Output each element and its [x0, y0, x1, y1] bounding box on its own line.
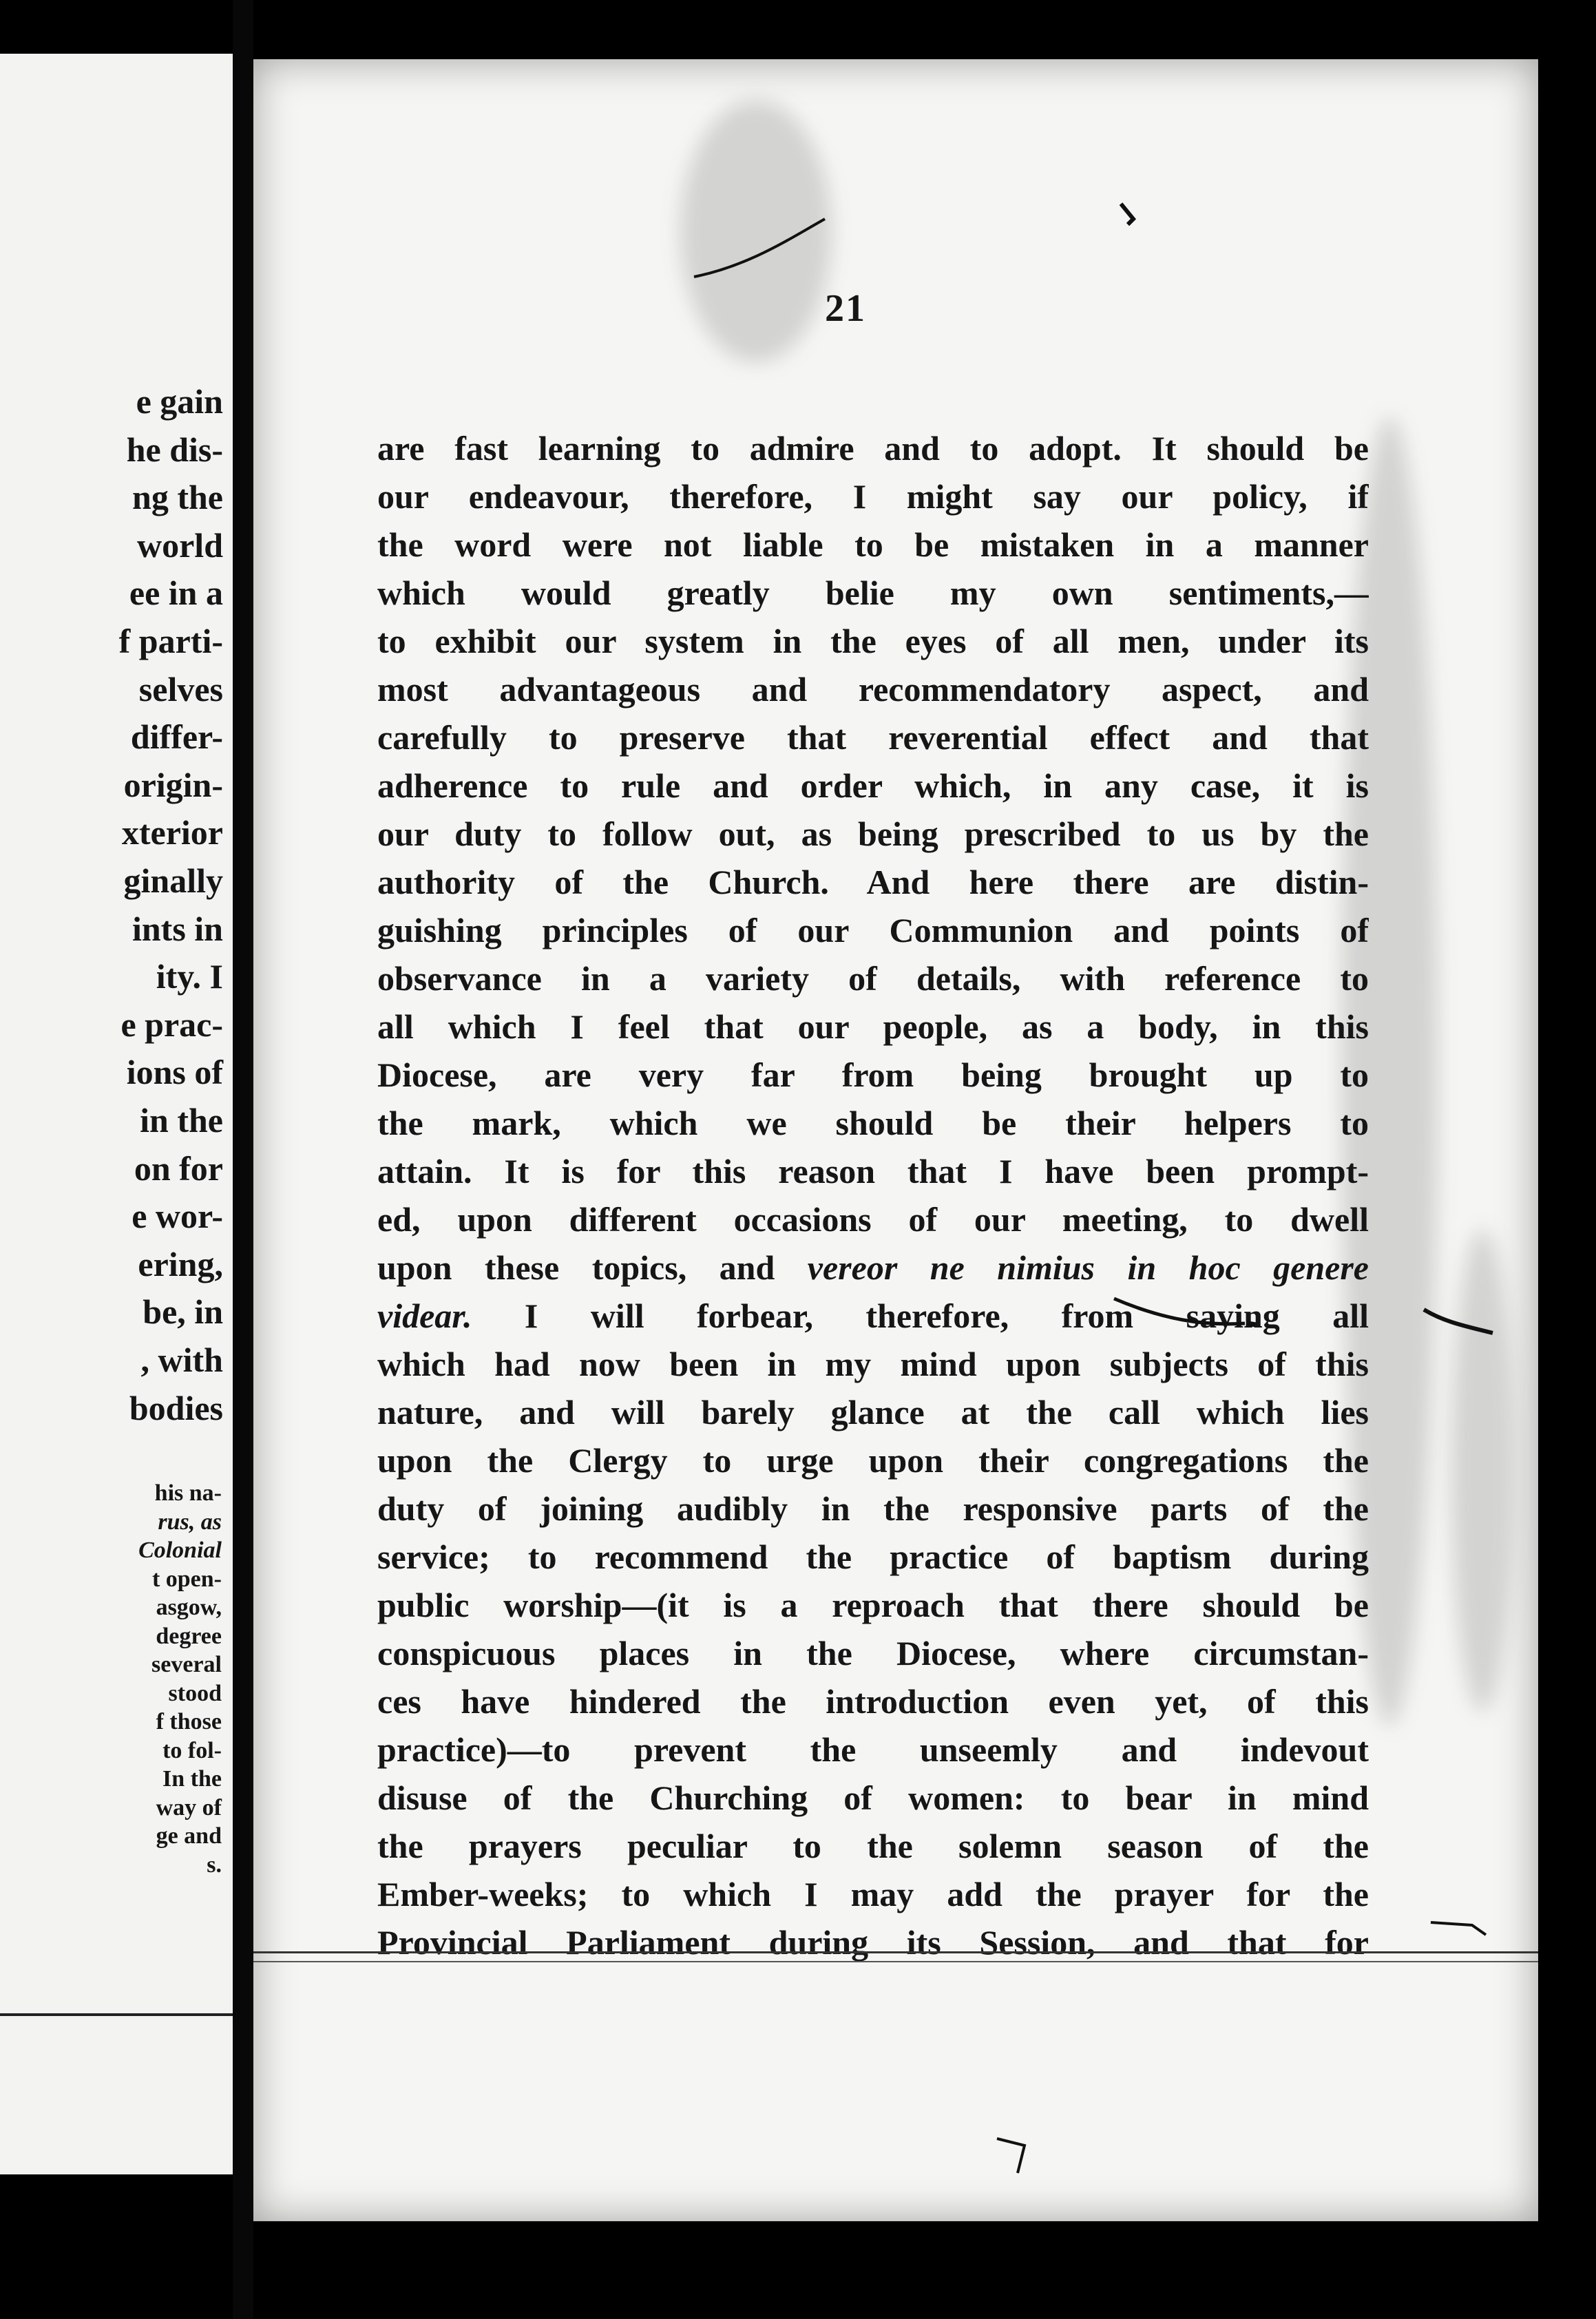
- left-page-line: selves: [138, 669, 223, 709]
- bottom-rule: [253, 1961, 1538, 1962]
- left-footnote-line: t open-: [151, 1566, 222, 1592]
- text-line: Diocese, are very far from being brought up to: [377, 1056, 1369, 1094]
- text-line: the word were not liable to be mistaken in a manner: [377, 525, 1369, 564]
- text-line: service; to recommend the practice of baptism during: [377, 1538, 1369, 1576]
- left-footnote-line: ge and: [156, 1823, 222, 1849]
- left-page-line: ints in: [132, 909, 223, 948]
- text-line: to exhibit our system in the eyes of all men, under its: [377, 622, 1369, 660]
- pen-stroke-mark: [1248, 1323, 1256, 1325]
- page-number: 21: [825, 287, 866, 330]
- left-footnote-line: several: [151, 1652, 222, 1677]
- text-line: Ember-weeks; to which I may add the prayer for the: [377, 1875, 1369, 1913]
- pen-stroke-mark: [694, 219, 825, 277]
- left-footnote-line: his na-: [154, 1480, 222, 1506]
- main-page: [253, 59, 1538, 2221]
- text-line: attain. It is for this reason that I have been prompt-: [377, 1152, 1369, 1190]
- left-footnote-line: rus, as: [158, 1509, 222, 1535]
- left-page-line: ng the: [132, 478, 223, 517]
- bottom-rule: [253, 1951, 1538, 1953]
- book-gutter: [233, 0, 253, 2319]
- left-page-line: f parti-: [118, 622, 223, 660]
- text-line: ces have hindered the introduction even yet, of this: [377, 1682, 1369, 1721]
- text-line: duty of joining audibly in the responsive parts of the: [377, 1489, 1369, 1528]
- left-page-line: be, in: [143, 1292, 223, 1332]
- text-line: Provincial Parliament during its Session, and that for: [377, 1923, 1369, 1962]
- text-line: conspicuous places in the Diocese, where circumstan-: [377, 1634, 1369, 1672]
- left-page-line: ions of: [126, 1053, 223, 1092]
- left-footnote-line: s.: [207, 1851, 222, 1878]
- left-footnote-line: stood: [168, 1680, 222, 1706]
- text-line: all which I feel that our people, as a body, in this: [377, 1007, 1369, 1046]
- left-footnote-line: Colonial: [138, 1538, 222, 1563]
- left-footnote-line: degree: [156, 1623, 222, 1649]
- left-page-fragment: [0, 54, 233, 2174]
- text-line: the prayers peculiar to the solemn season of the: [377, 1827, 1369, 1865]
- left-page-line: e gain: [136, 382, 223, 421]
- pen-stroke-mark: [1424, 1310, 1493, 1333]
- text-line: ed, upon different occasions of our meeting, to dwell: [377, 1200, 1369, 1239]
- left-page-line: origin-: [123, 765, 223, 804]
- text-line: which would greatly belie my own sentiments,—: [377, 574, 1369, 612]
- text-line: guishing principles of our Communion and points of: [377, 911, 1369, 949]
- text-line: public worship—(it is a reproach that there should be: [377, 1586, 1369, 1624]
- text-line: our endeavour, therefore, I might say our policy, if: [377, 477, 1369, 516]
- left-footnote-line: In the: [162, 1766, 222, 1792]
- latin-quote-end: videar.: [377, 1297, 472, 1335]
- left-page-line: , with: [140, 1341, 223, 1379]
- left-page-line: in the: [140, 1101, 223, 1140]
- left-page-line: ginally: [123, 861, 223, 900]
- text-line: most advantageous and recommendatory aspect, and: [377, 670, 1369, 709]
- text-line: carefully to preserve that reverential effect and that: [377, 718, 1369, 757]
- text-line: nature, and will barely glance at the call which lies: [377, 1393, 1369, 1431]
- pen-stroke-mark: [1431, 1922, 1486, 1935]
- text-line: the mark, which we should be their helpers to: [377, 1104, 1369, 1142]
- text-line: observance in a variety of details, with reference to: [377, 959, 1369, 998]
- pen-stroke-mark: [997, 2139, 1025, 2173]
- left-footnote-rule: [0, 2013, 233, 2016]
- left-footnote-line: asgow,: [156, 1595, 222, 1620]
- text-line: upon the Clergy to urge upon their congregations the: [377, 1441, 1369, 1480]
- left-page-line: differ-: [130, 717, 223, 757]
- left-page-line: ee in a: [129, 574, 223, 613]
- text-line: practice)—to prevent the unseemly and indevout: [377, 1730, 1369, 1769]
- text-span: upon these topics, and: [377, 1248, 775, 1287]
- text-line: adherence to rule and order which, in any case, it is: [377, 766, 1369, 805]
- left-footnote-line: f those: [156, 1709, 222, 1734]
- text-line: our duty to follow out, as being prescribed to us by the: [377, 815, 1369, 853]
- left-page-line: bodies: [129, 1388, 223, 1427]
- left-footnote-line: way of: [156, 1794, 222, 1820]
- left-page-line: e wor-: [132, 1197, 223, 1236]
- pen-marks: [253, 59, 1538, 2221]
- left-page-line: world: [137, 525, 223, 565]
- left-page-line: he dis-: [126, 430, 223, 469]
- left-page-line: e prac-: [120, 1005, 223, 1044]
- text-line: which had now been in my mind upon subjects of this: [377, 1345, 1369, 1383]
- left-page-line: xterior: [121, 813, 223, 852]
- left-page-line: ity. I: [156, 957, 223, 996]
- text-span: I will forbear, therefore, from saying all: [524, 1297, 1369, 1335]
- text-line: authority of the Church. And here there are distin-: [377, 863, 1369, 901]
- left-page-line: ering,: [138, 1244, 223, 1283]
- latin-quote: vereor ne nimius in hoc genere: [807, 1248, 1369, 1287]
- left-footnote-line: to fol-: [162, 1737, 222, 1763]
- left-page-line: on for: [134, 1148, 223, 1188]
- pen-stroke-mark: [1114, 1299, 1245, 1324]
- text-line: are fast learning to admire and to adopt. It should be: [377, 429, 1369, 468]
- pen-stroke-mark: [1121, 204, 1133, 224]
- text-line: disuse of the Churching of women: to bear in mind: [377, 1778, 1369, 1817]
